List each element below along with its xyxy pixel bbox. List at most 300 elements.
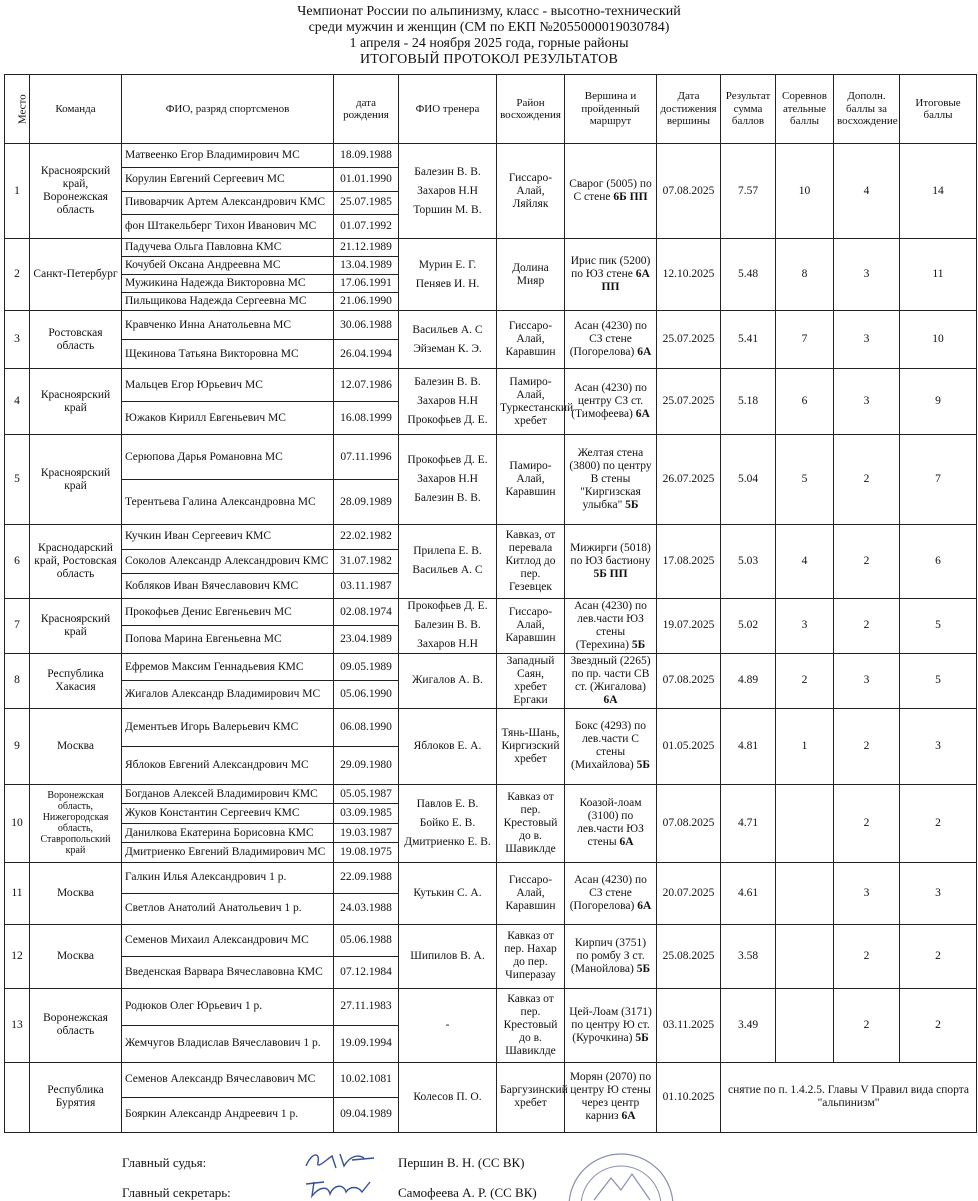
athlete-name: Светлов Анатолий Анатольевич 1 р. — [122, 893, 334, 924]
col-birth-header: дата рождения — [334, 75, 399, 144]
route-text: Асан (4230) по СЗ стене (Погорелова) — [569, 320, 647, 358]
athlete-name: Ефремов Максим Геннадьевия КМС — [122, 653, 334, 681]
route-text: Звездный (2265) по пр. части СВ ст. (Жигалова) — [570, 654, 651, 693]
route-cell — [565, 311, 657, 369]
athlete-name: Родюков Олег Юрьевич 1 р. — [122, 988, 334, 1025]
comp-cell: 2 — [776, 653, 834, 708]
route-cell — [565, 784, 657, 862]
date-cell: 25.07.2025 — [657, 369, 721, 435]
table-row — [5, 708, 977, 746]
route-grade: 5Б — [635, 1031, 649, 1044]
athlete-name: Южаков Кирилл Евгеньевич МС — [122, 402, 334, 435]
date-cell: 07.08.2025 — [657, 653, 721, 708]
athlete-birth: 27.11.1983 — [334, 988, 399, 1025]
removal-note: снятие по п. 1.4.2.5. Главы V Правил вида спорта "альпинизм" — [721, 1062, 977, 1132]
col-place-header: Место — [5, 75, 30, 144]
route-text: Ирис пик (5200) по ЮЗ стене — [570, 255, 651, 280]
athlete-name: Терентьева Галина Александровна МС — [122, 480, 334, 525]
athlete-name: Мальцев Егор Юрьевич МС — [122, 369, 334, 402]
athlete-birth: 18.09.1988 — [334, 144, 399, 168]
result-cell: 5.02 — [721, 598, 776, 653]
col-coach-header: ФИО тренера — [399, 75, 497, 144]
team-cell: Красноярский край — [30, 598, 122, 653]
date-cell: 25.07.2025 — [657, 311, 721, 369]
bonus-cell: 3 — [834, 369, 900, 435]
route-text: Коазой-лоам (3100) по лев.части ЮЗ стены — [577, 797, 644, 849]
athlete-name: Дмитриенко Евгений Владимирович МС — [122, 843, 334, 863]
athlete-name: Щекинова Татьяна Викторовна МС — [122, 340, 334, 369]
team-cell: Республика Хакасия — [30, 653, 122, 708]
coach-cell — [399, 311, 497, 369]
athlete-birth: 05.05.1987 — [334, 784, 399, 804]
coach-cell — [399, 1062, 497, 1132]
athlete-birth: 01.01.1990 — [334, 167, 399, 191]
table-row — [5, 784, 977, 804]
header-line-2: среди мужчин и женщин (СМ по ЕКП №2055000019030784) — [308, 20, 670, 35]
team-cell: Красноярский край, Воронежская область — [30, 144, 122, 239]
athlete-name: Семенов Михаил Александрович МС — [122, 924, 334, 956]
team-cell: Москва — [30, 862, 122, 924]
route-text: Кирпич (3751) по ромбу З ст. (Манойлова) — [570, 936, 647, 975]
route-text: Бокс (4293) по лев.части С стены (Михайлова) — [570, 720, 647, 772]
athlete-name: Введенская Варвара Вячеславовна КМС — [122, 956, 334, 988]
athlete-name: Корулин Евгений Сергеевич МС — [122, 167, 334, 191]
region-cell: Гиссаро-Алай, Каравшин — [497, 311, 565, 369]
region-cell: Долина Мияр — [497, 239, 565, 311]
date-cell: 20.07.2025 — [657, 862, 721, 924]
athlete-birth: 13.04.1989 — [334, 257, 399, 275]
comp-cell: 10 — [776, 144, 834, 239]
athlete-name: Кобляков Иван Вячеславович КМС — [122, 574, 334, 599]
route-grade: 5Б — [631, 638, 646, 651]
athlete-birth: 07.11.1996 — [334, 435, 399, 480]
athlete-birth: 30.06.1988 — [334, 311, 399, 340]
bonus-cell: 3 — [834, 311, 900, 369]
result-cell: 5.48 — [721, 239, 776, 311]
route-cell — [565, 598, 657, 653]
coach-name: - — [445, 1018, 450, 1031]
athlete-name: Жемчугов Владислав Вячеславович 1 р. — [122, 1025, 334, 1062]
place-cell: 10 — [5, 784, 30, 862]
chief-judge-signature — [300, 1148, 380, 1174]
coach-cell — [399, 708, 497, 784]
bonus-cell: 3 — [834, 862, 900, 924]
route-text: Асан (4230) по СЗ стене (Погорелова) — [569, 873, 647, 912]
athlete-birth: 22.02.1982 — [334, 525, 399, 550]
athlete-birth: 19.03.1987 — [334, 823, 399, 843]
team-cell: Краснодарский край, Ростовская область — [30, 525, 122, 599]
coach-cell — [399, 598, 497, 653]
athlete-birth: 19.09.1994 — [334, 1025, 399, 1062]
region-cell: Гиссаро-Алай, Ляйляк — [497, 144, 565, 239]
athlete-birth: 01.07.1992 — [334, 215, 399, 239]
header-title: ИТОГОВЫЙ ПРОТОКОЛ РЕЗУЛЬТАТОВ — [360, 52, 618, 67]
athlete-name: Прокофьев Денис Евгеньевич МС — [122, 598, 334, 626]
athlete-birth: 07.12.1984 — [334, 956, 399, 988]
athlete-name: Соколов Александр Александрович КМС — [122, 549, 334, 574]
date-cell: 07.08.2025 — [657, 784, 721, 862]
athlete-name: Кочубей Оксана Андреевна МС — [122, 257, 334, 275]
comp-cell: 8 — [776, 239, 834, 311]
place-cell: 8 — [5, 653, 30, 708]
coach-name: Васильев А. С — [412, 323, 483, 336]
total-cell: 3 — [900, 862, 977, 924]
place-cell: 13 — [5, 988, 30, 1062]
date-cell: 12.10.2025 — [657, 239, 721, 311]
team-cell: Воронежская область, Нижегородская область, Ставропольский край — [30, 784, 122, 862]
signatures-footer — [0, 1148, 978, 1200]
team-cell: Москва — [30, 924, 122, 988]
comp-cell — [776, 862, 834, 924]
table-row — [5, 435, 977, 480]
route-cell — [565, 862, 657, 924]
total-cell: 14 — [900, 144, 977, 239]
table-row — [5, 311, 977, 340]
athlete-birth: 05.06.1988 — [334, 924, 399, 956]
athlete-name: фон Штакельберг Тихон Иванович МС — [122, 215, 334, 239]
bonus-cell: 2 — [834, 924, 900, 988]
region-cell: Кавказ от пер. Нахар до пер. Чиперазау — [497, 924, 565, 988]
table-row — [5, 862, 977, 893]
athlete-birth: 21.12.1989 — [334, 239, 399, 257]
athlete-birth: 26.04.1994 — [334, 340, 399, 369]
total-cell: 7 — [900, 435, 977, 525]
total-cell: 5 — [900, 598, 977, 653]
bonus-cell: 3 — [834, 653, 900, 708]
coach-name: Мурин Е. Г. — [418, 258, 477, 271]
athlete-name: Жигалов Александр Владимирович МС — [122, 681, 334, 709]
coach-name: Торшин М. В. — [413, 203, 482, 216]
region-cell: Западный Саян, хребет Ергаки — [497, 653, 565, 708]
coach-name: Захаров Н.Н — [417, 395, 478, 407]
athlete-birth: 09.05.1989 — [334, 653, 399, 681]
coach-cell — [399, 924, 497, 988]
coach-name: Дмитриенко Е. В. — [404, 835, 491, 848]
date-cell: 01.10.2025 — [657, 1062, 721, 1132]
athlete-name: Данилкова Екатерина Борисовна КМС — [122, 823, 334, 843]
route-cell — [565, 653, 657, 708]
coach-cell — [399, 239, 497, 311]
route-cell — [565, 708, 657, 784]
athlete-name: Пильщикова Надежда Сергеевна МС — [122, 293, 334, 311]
athlete-name: Кучкин Иван Сергеевич КМС — [122, 525, 334, 550]
coach-name: Жигалов А. В. — [412, 674, 483, 687]
athlete-birth: 29.09.1980 — [334, 746, 399, 784]
place-cell: 5 — [5, 435, 30, 525]
coach-name: Васильев А. С — [412, 564, 483, 577]
comp-cell: 7 — [776, 311, 834, 369]
coach-name: Колесов П. О. — [413, 1090, 482, 1103]
coach-cell — [399, 988, 497, 1062]
athlete-birth: 06.08.1990 — [334, 708, 399, 746]
table-header-row — [5, 75, 977, 144]
route-cell — [565, 144, 657, 239]
col-team-header: Команда — [30, 75, 122, 144]
route-grade: 5Б ПП — [593, 567, 628, 580]
athlete-name: Пивоварчик Артем Александрович КМС — [122, 191, 334, 215]
coach-name: Захаров Н.Н — [417, 638, 478, 651]
place-cell: 12 — [5, 924, 30, 988]
athlete-name: Жуков Константин Сергеевич КМС — [122, 804, 334, 824]
chief-secretary-label: Главный секретарь: — [122, 1185, 231, 1200]
coach-name: Захаров Н.Н — [417, 184, 478, 197]
route-grade: 6А — [635, 408, 650, 420]
coach-name: Бойко Е. В. — [419, 816, 476, 829]
col-date-header: Дата достижения вершины — [657, 75, 721, 144]
athlete-birth: 31.07.1982 — [334, 549, 399, 574]
coach-name: Захаров Н.Н — [417, 473, 478, 485]
region-cell: Тянь-Шань, Киргизский хребет — [497, 708, 565, 784]
date-cell: 19.07.2025 — [657, 598, 721, 653]
result-cell: 4.71 — [721, 784, 776, 862]
results-table — [4, 74, 977, 1133]
athlete-name: Яблоков Евгений Александрович МС — [122, 746, 334, 784]
table-row — [5, 525, 977, 550]
comp-cell: 3 — [776, 598, 834, 653]
route-text: Асан (4230) по центру СЗ ст. (Тимофеева) — [571, 382, 647, 420]
col-route-header: Вершина и пройденный маршрут — [565, 75, 657, 144]
col-region-header: Район восхождения — [497, 75, 565, 144]
athlete-name: Мужикина Надежда Викторовна МС — [122, 275, 334, 293]
total-cell: 2 — [900, 784, 977, 862]
comp-cell — [776, 784, 834, 862]
result-cell: 4.81 — [721, 708, 776, 784]
team-cell: Республика Бурятия — [30, 1062, 122, 1132]
place-cell: 4 — [5, 369, 30, 435]
athlete-name: Семенов Александр Вячеславович МС — [122, 1062, 334, 1097]
total-cell: 3 — [900, 708, 977, 784]
table-row — [5, 144, 977, 168]
route-cell — [565, 239, 657, 311]
coach-cell — [399, 369, 497, 435]
date-cell: 01.05.2025 — [657, 708, 721, 784]
date-cell: 03.11.2025 — [657, 988, 721, 1062]
athlete-name: Бояркин Александр Андреевич 1 р. — [122, 1097, 334, 1132]
bonus-cell: 2 — [834, 525, 900, 599]
chief-secretary-signature — [300, 1176, 380, 1200]
table-row — [5, 988, 977, 1025]
coach-name: Прокофьев Д. Е. — [407, 454, 488, 466]
route-text: Морян (2070) по центру Ю стены через центр карниз — [569, 1071, 652, 1123]
route-grade: 6А — [637, 899, 652, 912]
col-comp-header: Соревнов ательные баллы — [776, 75, 834, 144]
result-cell: 3.49 — [721, 988, 776, 1062]
region-cell: Кавказ от пер. Крестовый до в. Шавиклде — [497, 988, 565, 1062]
coach-name: Балезин В. В. — [414, 165, 481, 178]
route-grade: 5Б — [636, 759, 650, 772]
athlete-birth: 23.04.1989 — [334, 626, 399, 654]
coach-cell — [399, 784, 497, 862]
coach-name: Павлов Е. В. — [416, 797, 479, 810]
route-text: Желтая стена (3800) по центру В стены "Киргизская улыбка" — [569, 447, 652, 511]
total-cell: 5 — [900, 653, 977, 708]
region-cell: Гиссаро-Алай, Каравшин — [497, 598, 565, 653]
coach-name: Балезин В. В. — [414, 492, 481, 504]
route-grade: 5Б — [625, 499, 639, 511]
route-cell — [565, 435, 657, 525]
total-cell: 2 — [900, 988, 977, 1062]
athlete-name: Падучева Ольга Павловна КМС — [122, 239, 334, 257]
region-cell: Памиро-Алай, Туркестанский хребет — [497, 369, 565, 435]
coach-cell — [399, 653, 497, 708]
comp-cell — [776, 988, 834, 1062]
chief-judge-name: Першин В. Н. (СС ВК) — [398, 1155, 525, 1170]
athlete-birth: 10.02.1081 — [334, 1062, 399, 1097]
route-grade: 6А — [621, 1110, 636, 1123]
athlete-birth: 25.07.1985 — [334, 191, 399, 215]
team-cell: Ростовская область — [30, 311, 122, 369]
protocol-header — [0, 4, 978, 68]
athlete-birth: 12.07.1986 — [334, 369, 399, 402]
coach-name: Балезин В. В. — [414, 619, 481, 632]
place-cell: 2 — [5, 239, 30, 311]
official-seal — [566, 1148, 676, 1200]
athlete-birth: 16.08.1999 — [334, 402, 399, 435]
athlete-birth: 03.09.1985 — [334, 804, 399, 824]
coach-cell — [399, 435, 497, 525]
table-row — [5, 924, 977, 956]
athlete-name: Галкин Илья Александрович 1 р. — [122, 862, 334, 893]
athlete-birth: 19.08.1975 — [334, 843, 399, 863]
total-cell: 9 — [900, 369, 977, 435]
athlete-name: Кравченко Инна Анатольевна МС — [122, 311, 334, 340]
athlete-name: Богданов Алексей Владимирович КМС — [122, 784, 334, 804]
place-cell: 1 — [5, 144, 30, 239]
region-cell: Баргузинский хребет — [497, 1062, 565, 1132]
bonus-cell: 2 — [834, 435, 900, 525]
total-cell: 2 — [900, 924, 977, 988]
result-cell: 7.57 — [721, 144, 776, 239]
coach-name: Прилепа Е. В. — [413, 545, 482, 558]
route-text: Мижирги (5018) по ЮЗ бастиону — [570, 541, 651, 567]
coach-name: Пеняев И. Н. — [415, 277, 480, 290]
coach-name: Прокофьев Д. Е. — [407, 414, 488, 426]
team-cell: Москва — [30, 708, 122, 784]
coach-name: Балезин В. В. — [414, 376, 481, 388]
coach-cell — [399, 525, 497, 599]
date-cell: 26.07.2025 — [657, 435, 721, 525]
col-total-header: Итоговые баллы — [900, 75, 977, 144]
athlete-birth: 21.06.1990 — [334, 293, 399, 311]
route-grade: 6А ПП — [601, 268, 650, 293]
team-cell: Воронежская область — [30, 988, 122, 1062]
date-cell: 25.08.2025 — [657, 924, 721, 988]
comp-cell: 5 — [776, 435, 834, 525]
region-cell: Гиссаро-Алай, Каравшин — [497, 862, 565, 924]
bonus-cell: 2 — [834, 598, 900, 653]
route-cell — [565, 525, 657, 599]
header-line-3: 1 апреля - 24 ноября 2025 года, горные районы — [349, 36, 629, 51]
result-cell: 3.58 — [721, 924, 776, 988]
athlete-birth: 28.09.1989 — [334, 480, 399, 525]
athlete-name: Матвеенко Егор Владимирович МС — [122, 144, 334, 168]
col-bonus-header: Дополн. баллы за восхождение — [834, 75, 900, 144]
athlete-birth: 05.06.1990 — [334, 681, 399, 709]
coach-cell — [399, 144, 497, 239]
comp-cell: 6 — [776, 369, 834, 435]
athlete-birth: 02.08.1974 — [334, 598, 399, 626]
place-cell: 3 — [5, 311, 30, 369]
bonus-cell: 2 — [834, 708, 900, 784]
athlete-name: Попова Марина Евгеньевна МС — [122, 626, 334, 654]
date-cell: 07.08.2025 — [657, 144, 721, 239]
bonus-cell: 3 — [834, 239, 900, 311]
place-cell: 9 — [5, 708, 30, 784]
coach-cell — [399, 862, 497, 924]
coach-name: Кутькин С. А. — [413, 886, 482, 899]
coach-name: Шипилов В. А. — [410, 949, 485, 962]
comp-cell: 4 — [776, 525, 834, 599]
team-cell: Красноярский край — [30, 369, 122, 435]
comp-cell: 1 — [776, 708, 834, 784]
coach-name: Яблоков Е. А. — [413, 739, 482, 752]
result-cell: 5.41 — [721, 311, 776, 369]
header-line-1: Чемпионат России по альпинизму, класс - высотно-технический — [297, 4, 681, 19]
region-cell: Памиро-Алай, Каравшин — [497, 435, 565, 525]
route-cell — [565, 988, 657, 1062]
result-cell: 5.04 — [721, 435, 776, 525]
route-grade: 5Б — [636, 962, 651, 975]
chief-secretary-name: Самофеева А. Р. (СС ВК) — [398, 1185, 537, 1200]
place-cell: 7 — [5, 598, 30, 653]
athlete-birth: 24.03.1988 — [334, 893, 399, 924]
athlete-birth: 17.06.1991 — [334, 275, 399, 293]
bonus-cell: 2 — [834, 988, 900, 1062]
total-cell: 6 — [900, 525, 977, 599]
result-cell: 5.03 — [721, 525, 776, 599]
col-result-header: Результат сумма баллов — [721, 75, 776, 144]
chief-judge-label: Главный судья: — [122, 1155, 207, 1170]
route-cell — [565, 1062, 657, 1132]
route-text: Сварог (5005) по С стене — [569, 178, 652, 203]
region-cell: Кавказ от пер. Крестовый до в. Шавиклде — [497, 784, 565, 862]
athlete-birth: 09.04.1989 — [334, 1097, 399, 1132]
table-row — [5, 1062, 977, 1097]
col-athletes-header: ФИО, разряд спортсменов — [122, 75, 334, 144]
result-cell: 5.18 — [721, 369, 776, 435]
total-cell: 10 — [900, 311, 977, 369]
place-cell: 6 — [5, 525, 30, 599]
route-text: Цей-Лоам (3171) по центру Ю ст. (Курочкина) — [569, 1005, 652, 1044]
result-cell: 4.89 — [721, 653, 776, 708]
route-grade: 6А — [637, 346, 652, 358]
total-cell: 11 — [900, 239, 977, 311]
results-body — [5, 144, 977, 1133]
table-row — [5, 653, 977, 681]
table-row — [5, 369, 977, 402]
team-cell: Санкт-Петербург — [30, 239, 122, 311]
coach-name: Эйземан К. Э. — [413, 342, 482, 355]
comp-cell — [776, 924, 834, 988]
team-cell: Красноярский край — [30, 435, 122, 525]
athlete-birth: 22.09.1988 — [334, 862, 399, 893]
route-cell — [565, 924, 657, 988]
table-row — [5, 598, 977, 626]
route-text: Асан (4230) по лев.части ЮЗ стены (Терехина) — [574, 599, 647, 651]
athlete-birth: 03.11.1987 — [334, 574, 399, 599]
region-cell: Кавказ, от перевала Китлод до пер. Гезевцек — [497, 525, 565, 599]
bonus-cell: 2 — [834, 784, 900, 862]
bonus-cell: 4 — [834, 144, 900, 239]
athlete-name: Дементьев Игорь Валерьевич КМС — [122, 708, 334, 746]
route-grade: 6А — [603, 693, 618, 706]
coach-name: Прокофьев Д. Е. — [407, 600, 488, 613]
place-cell — [5, 1062, 30, 1132]
athlete-name: Серюпова Дарья Романовна МС — [122, 435, 334, 480]
table-row — [5, 239, 977, 257]
route-cell — [565, 369, 657, 435]
route-grade: 6Б ПП — [613, 191, 648, 203]
